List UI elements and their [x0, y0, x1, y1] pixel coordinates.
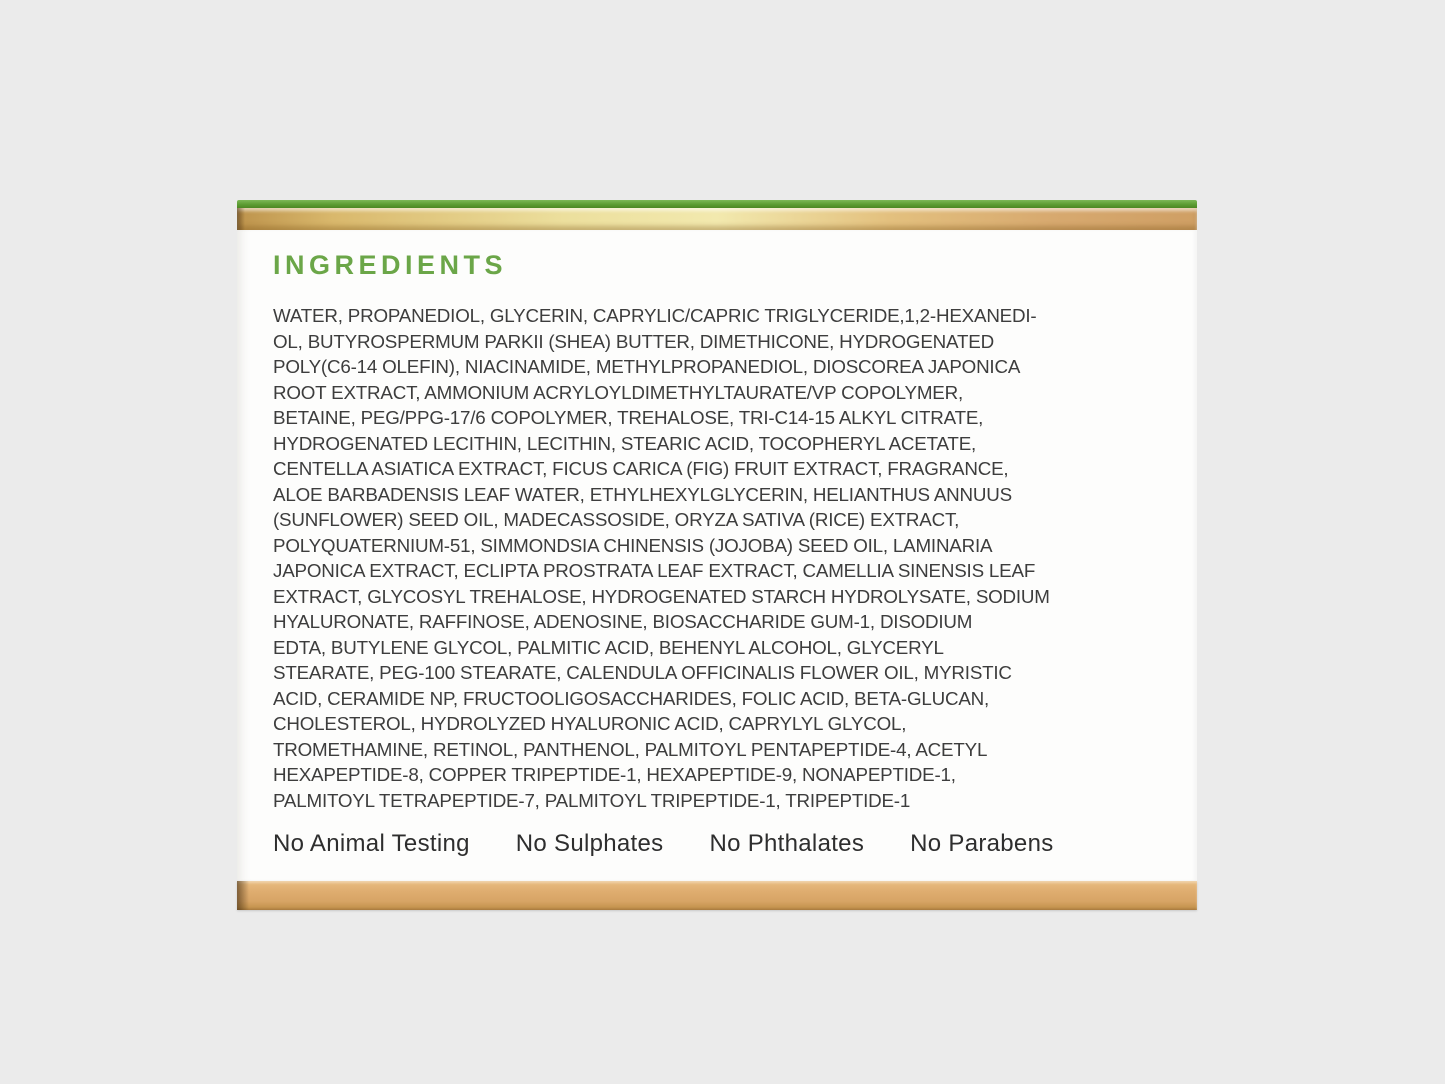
ingredients-line: STEARATE, PEG-100 STEARATE, CALENDULA OFFICINALIS FLOWER OIL, MYRISTIC	[273, 662, 1012, 683]
ingredients-heading: INGREDIENTS	[273, 250, 508, 280]
ingredients-line: POLY(C6-14 OLEFIN), NIACINAMIDE, METHYLPROPANEDIOL, DIOSCOREA JAPONICA	[273, 356, 1021, 377]
ingredients-line: TROMETHAMINE, RETINOL, PANTHENOL, PALMITOYL PENTAPEPTIDE-4, ACETYL	[273, 738, 988, 760]
ingredients-line: JAPONICA EXTRACT, ECLIPTA PROSTRATA LEAF EXTRACT, CAMELLIA SINENSIS LEAF	[273, 560, 1036, 581]
claim-no-parabens: No Parabens	[910, 830, 1054, 857]
ingredients-line: ACID, CERAMIDE NP, FRUCTOOLIGOSACCHARIDES, FOLIC ACID, BETA-GLUCAN,	[273, 687, 990, 709]
ingredients-line: HYDROGENATED LECITHIN, LECITHIN, STEARIC ACID, TOCOPHERYL ACETATE,	[273, 432, 977, 454]
ingredients-line: POLYQUATERNIUM-51, SIMMONDSIA CHINENSIS (JOJOBA) SEED OIL, LAMINARIA	[273, 534, 993, 556]
bottom-gold-band	[237, 881, 1197, 910]
ingredients-line: PALMITOYL TETRAPEPTIDE-7, PALMITOYL TRIPEPTIDE-1, TRIPEPTIDE-1	[273, 789, 911, 811]
claim-no-phthalates: No Phthalates	[709, 830, 865, 857]
ingredients-list	[273, 303, 1050, 813]
ingredients-line: BETAINE, PEG/PPG-17/6 COPOLYMER, TREHALOSE, TRI-C14-15 ALKYL CITRATE,	[273, 407, 984, 428]
top-gold-band	[237, 208, 1197, 230]
ingredients-line: (SUNFLOWER) SEED OIL, MADECASSOSIDE, ORYZA SATIVA (RICE) EXTRACT,	[273, 509, 960, 530]
ingredients-panel	[237, 230, 1197, 881]
ingredients-line: EDTA, BUTYLENE GLYCOL, PALMITIC ACID, BEHENYL ALCOHOL, GLYCERYL	[273, 636, 944, 658]
ingredients-line: ALOE BARBADENSIS LEAF WATER, ETHYLHEXYLGLYCERIN, HELIANTHUS ANNUUS	[273, 483, 1012, 505]
ingredients-line: CENTELLA ASIATICA EXTRACT, FICUS CARICA (FIG) FRUIT EXTRACT, FRAGRANCE,	[273, 458, 1009, 479]
ingredients-line: ROOT EXTRACT, AMMONIUM ACRYLOYLDIMETHYLTAURATE/VP COPOLYMER,	[273, 381, 963, 403]
top-green-edge-strip	[237, 200, 1197, 208]
ingredients-line: CHOLESTEROL, HYDROLYZED HYALURONIC ACID, CAPRYLYL GLYCOL,	[273, 713, 907, 734]
ingredients-line: WATER, PROPANEDIOL, GLYCERIN, CAPRYLIC/CAPRIC TRIGLYCERIDE,1,2-HEXANEDI-	[273, 305, 1037, 326]
product-box-back-panel	[237, 200, 1197, 910]
ingredients-line: EXTRACT, GLYCOSYL TREHALOSE, HYDROGENATED STARCH HYDROLYSATE, SODIUM	[273, 585, 1050, 607]
ingredients-line: HEXAPEPTIDE-8, COPPER TRIPEPTIDE-1, HEXAPEPTIDE-9, NONAPEPTIDE-1,	[273, 764, 956, 785]
ingredients-line: HYALURONATE, RAFFINOSE, ADENOSINE, BIOSACCHARIDE GUM-1, DISODIUM	[273, 611, 973, 632]
claim-no-sulphates: No Sulphates	[515, 830, 664, 857]
product-claims-row	[273, 830, 1054, 858]
ingredients-line: OL, BUTYROSPERMUM PARKII (SHEA) BUTTER, DIMETHICONE, HYDROGENATED	[273, 330, 994, 352]
claim-no-animal-testing: No Animal Testing	[273, 830, 470, 857]
